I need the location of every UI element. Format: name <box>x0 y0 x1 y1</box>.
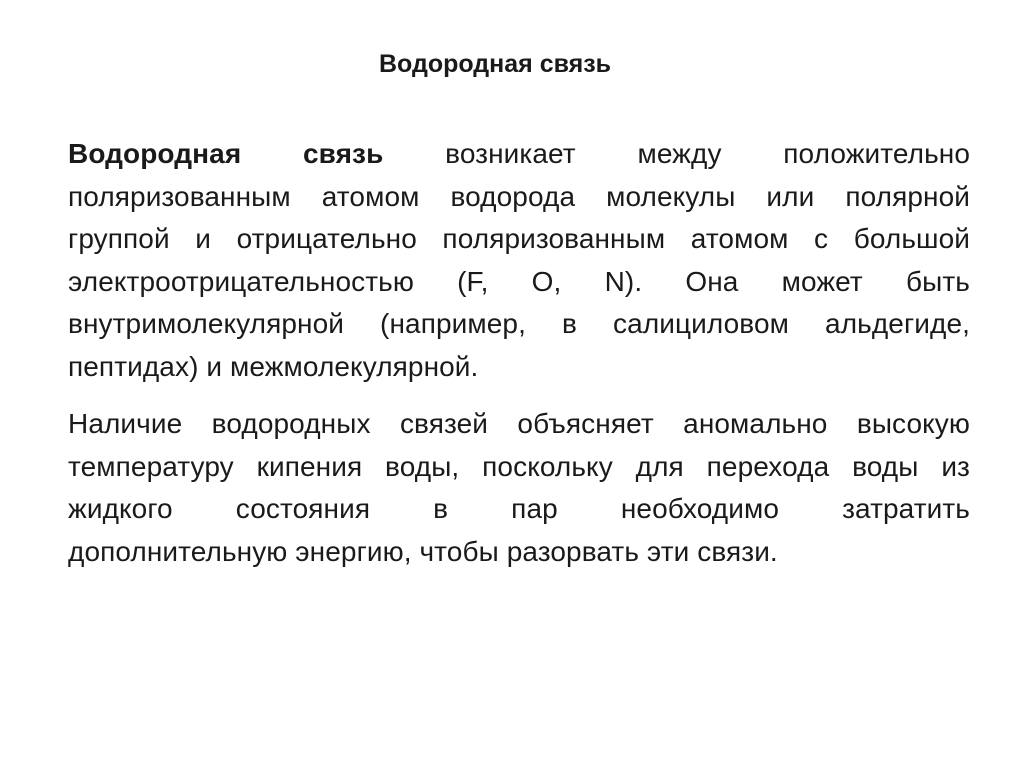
paragraph-line: Наличие водородных связей объясняет аномально высокую <box>68 408 970 439</box>
paragraph-line: поляризованным атомом водорода молекулы или полярной <box>68 180 970 212</box>
paragraph-boiling-point <box>68 403 970 573</box>
line-text: возникает между положительно <box>445 138 970 169</box>
paragraph-line: электроотрицательностью (F, O, N). Она может быть <box>68 265 970 297</box>
slide-title: Водородная связь <box>378 50 612 78</box>
paragraph-line <box>68 133 970 176</box>
paragraph-line: жидкого состояния в пар необходимо затратить <box>68 493 970 524</box>
lead-term: Водородная связь <box>68 138 384 169</box>
paragraph-line: температуру кипения воды, поскольку для перехода воды из <box>68 450 970 482</box>
paragraph-line: группой и отрицательно поляризованным атомом с большой <box>68 223 970 254</box>
paragraph-line: пептидах) и межмолекулярной. <box>68 350 479 382</box>
paragraph-definition <box>68 133 970 388</box>
paragraph-line: дополнительную энергию, чтобы разорвать эти связи. <box>68 535 778 567</box>
paragraph-line: внутримолекулярной (например, в салициловом альдегиде, <box>68 308 970 339</box>
